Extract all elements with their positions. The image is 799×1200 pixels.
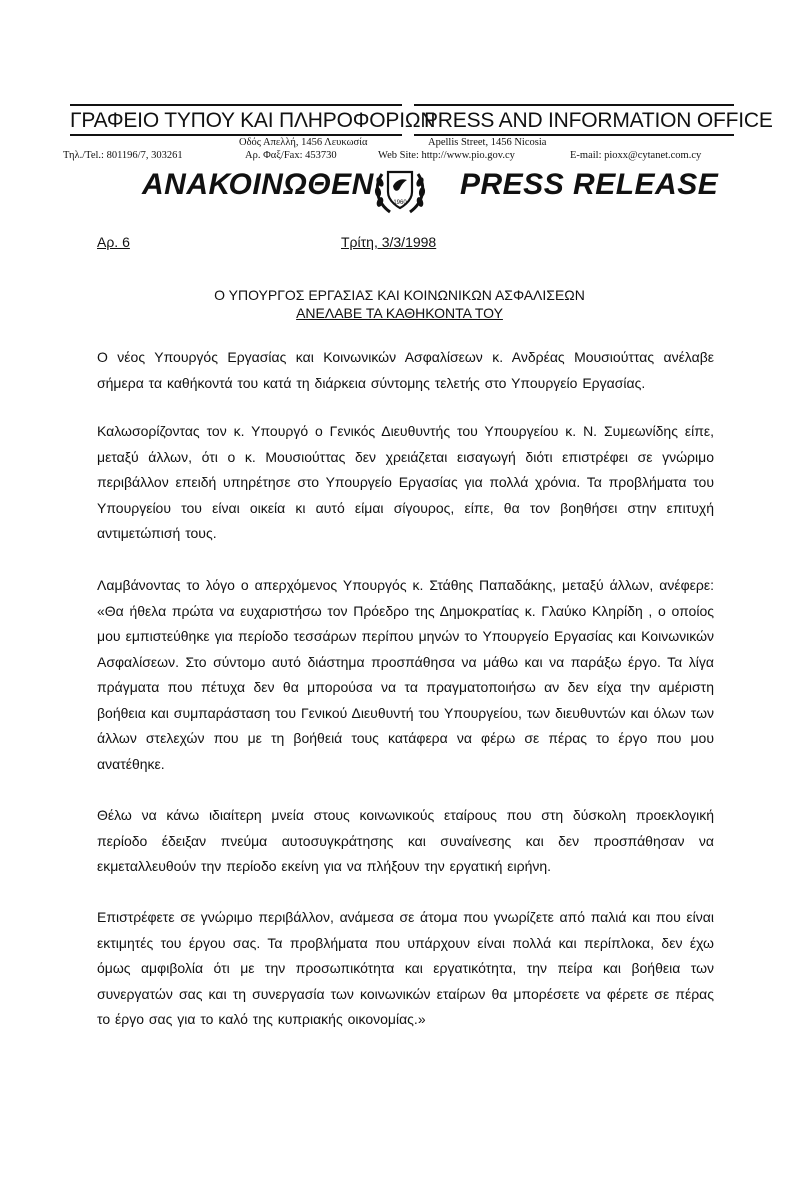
address-english: Apellis Street, 1456 Nicosia [428,137,547,148]
release-title-english: PRESS RELEASE [460,168,719,201]
address-greek: Οδός Απελλή, 1456 Λευκωσία [239,137,368,148]
release-title-greek: ΑΝΑΚΟΙΝΩΘΕΝ [142,168,374,201]
release-number: Αρ. 6 [97,234,130,250]
office-name-greek: ΓΡΑΦΕΙΟ ΤΥΠΟΥ ΚΑΙ ΠΛΗΡΟΦΟΡΙΩΝ [70,109,436,132]
headline-line-1: Ο ΥΠΟΥΡΓΟΣ ΕΡΓΑΣΙΑΣ ΚΑΙ ΚΟΙΝΩΝΙΚΩΝ ΑΣΦΑΛΙΣΕΩΝ [214,287,585,303]
headline-line-2: ΑΝΕΛΑΒΕ ΤΑ ΚΑΘΗΚΟΝΤΑ ΤΟΥ [296,305,503,321]
website: Web Site: http://www.pio.gov.cy [378,150,515,161]
paragraph-4: Θέλω να κάνω ιδιαίτερη μνεία στους κοινωνικούς εταίρους που στη δύσκολη προεκλογική περίοδο έδειξαν πνεύμα αυτοσυγκράτησης και συναίνεσης και δεν προσπάθησαν να εκμεταλλευθούν την περίοδο εκείνη για να πλήξουν την εργατική ειρήνη. [97,807,714,874]
top-rule-right [414,104,734,106]
email: E-mail: pioxx@cytanet.com.cy [570,150,702,161]
paragraph-2: Καλωσορίζοντας τον κ. Υπουργό ο Γενικός Διευθυντής του Υπουργείου κ. Ν. Συμεωνίδης είπε, μεταξύ άλλων, ότι ο κ. Μουσιούττας δεν χρειάζεται εισαγωγή διότι επιστρέφει σε γνώριμο περιβάλλον επειδή υπηρέτησε στο Υπουργείο Εργασίας για πολλά χρόνια. Τα προβλήματα του Υπουργείου του είναι οικεία κι αυτό είμαι σίγουρος, είπε, θα τον βοηθήσει στην επιτυχή αντιμετώπισή τους. [97,423,714,541]
fax: Αρ. Φαξ/Fax: 453730 [245,150,337,161]
cyprus-emblem-icon [372,164,428,218]
svg-text:1960: 1960 [393,200,407,206]
release-date: Τρίτη, 3/3/1998 [341,234,437,250]
mid-rule-left [70,134,402,136]
mid-rule-right [414,134,734,136]
top-rule-left [70,104,402,106]
office-name-english: PRESS AND INFORMATION OFFICE [424,109,773,132]
paragraph-5: Επιστρέφετε σε γνώριμο περιβάλλον, ανάμεσα σε άτομα που γνωρίζετε από παλιά και που είναι εκτιμητές του έργου σας. Τα προβλήματα που υπάρχουν είναι πολλά και περίπλοκα, δεν έχω όμως αμφιβολία ότι με την προσωπικότητα και εργατικότητα, την πείρα και βοήθεια των συνεργατών σας και τη συνεργασία των κοινωνικών εταίρων θα μπορέσετε να φέρετε σε πέρας το έργο σας για το καλό της κυπριακής οικονομίας.» [97,909,714,1027]
paragraph-1: Ο νέος Υπουργός Εργασίας και Κοινωνικών Ασφαλίσεων κ. Ανδρέας Μουσιούττας ανέλαβε σήμερα τα καθήκοντά του κατά τη διάρκεια σύντομης τελετής στο Υπουργείο Εργασίας. [97,349,714,391]
paragraph-3: Λαμβάνοντας το λόγο ο απερχόμενος Υπουργός κ. Στάθης Παπαδάκης, μεταξύ άλλων, ανέφερε: «Θα ήθελα πρώτα να ευχαριστήσω τον Πρόεδρο της Δημοκρατίας κ. Γλαύκο Κληρίδη , ο οποίος μου εμπιστεύθηκε για περίοδο τεσσάρων περίπου μηνών το Υπουργείο Εργασίας και Κοινωνικών Ασφαλίσεων. Στο σύντομο αυτό διάστημα προσπάθησα να μάθω και να παράξω έργο. Τα λίγα πράγματα που πέτυχα δεν θα μπορούσα να τα πραγματοποιήσω αν δεν είχα την αμέριστη βοήθεια και συμπαράσταση του Γενικού Διευθυντή του Υπουργείου, των διευθυντών και όλων των άλλων στελεχών που με τη βοήθειά τους κατάφερα να φέρω σε πέρας το έργο που μου ανατέθηκε. [97,577,714,772]
telephone: Τηλ./Tel.: 801196/7, 303261 [63,150,183,161]
